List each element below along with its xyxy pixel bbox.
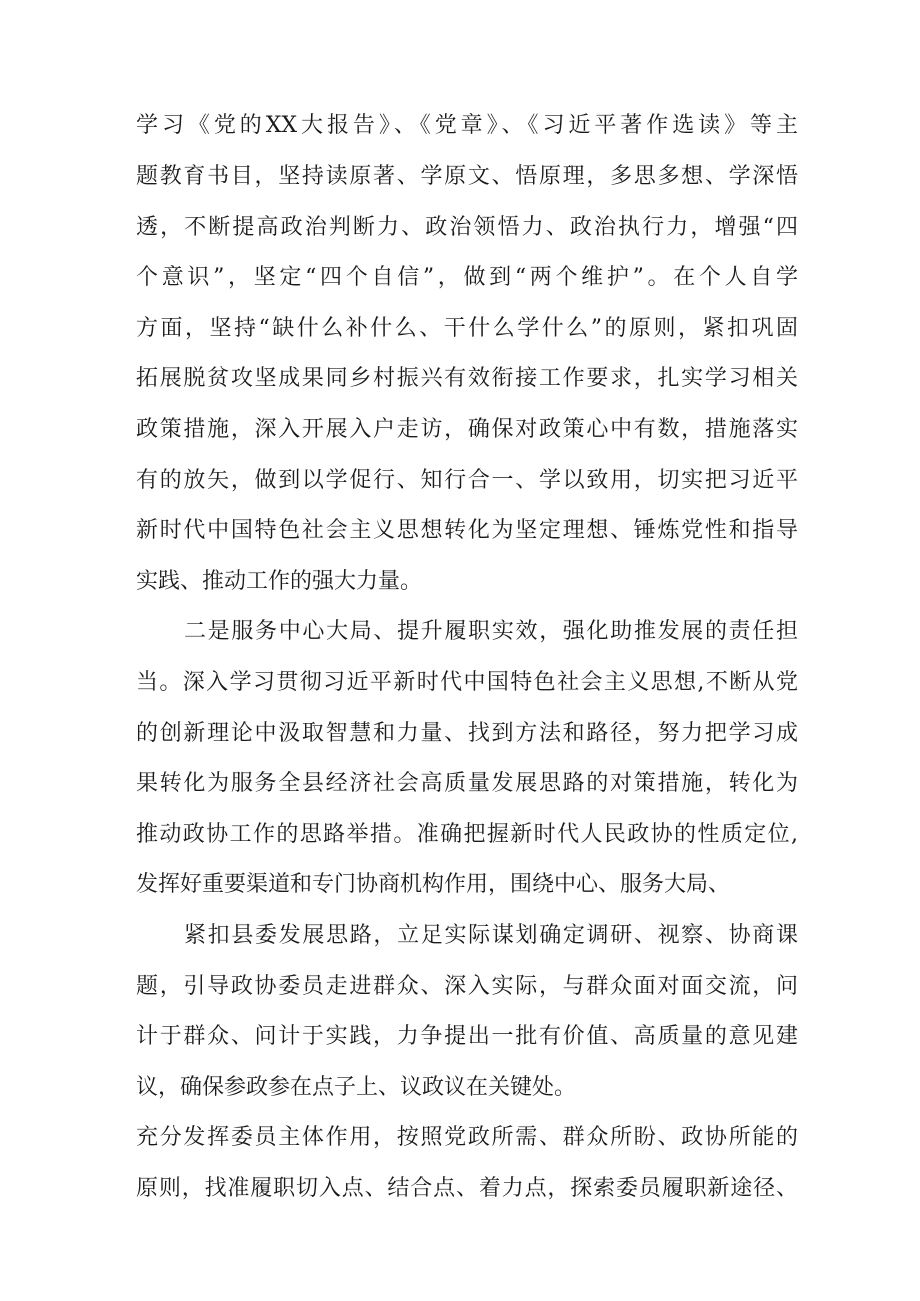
body-text-line: 发挥好重要渠道和专门协商机构作用，围绕中心、服务大局、	[136, 872, 731, 897]
body-text-line: 拓展脱贫攻坚成果同乡村振兴有效衔接工作要求，扎实学习相关	[136, 366, 798, 391]
body-text-line: 方面，坚持“缺什么补什么、干什么学什么”的原则，紧扣巩固	[136, 316, 798, 341]
body-text-line: 推动政协工作的思路举措。准确把握新时代人民政协的性质定位,	[136, 822, 798, 847]
body-text-line: 学习《党的XX大报告》、《党章》、《习近平著作选读》等主	[136, 113, 798, 138]
body-text-line: 题教育书目，坚持读原著、学原文、悟原理，多思多想、学深悟	[136, 164, 798, 189]
body-text-line: 有的放矢，做到以学促行、知行合一、学以致用，切实把习近平	[136, 468, 798, 493]
body-text-line: 充分发挥委员主体作用，按照党政所需、群众所盼、政协所能的	[136, 1125, 798, 1150]
body-text-line: 的创新理论中汲取智慧和力量、找到方法和路径，努力把学习成	[136, 721, 798, 746]
body-text-line: 实践、推动工作的强大力量。	[136, 569, 423, 594]
body-text-line: 题，引导政协委员走进群众、深入实际，与群众面对面交流，问	[136, 974, 798, 999]
paragraph-first-line: 二是服务中心大局、提升履职实效，强化助推发展的责任担	[184, 619, 798, 644]
body-text-line: 原则，找准履职切入点、结合点、着力点，探索委员履职新途径、	[136, 1176, 798, 1201]
body-text-line: 议，确保参政参在点子上、议政议在关键处。	[136, 1075, 577, 1100]
body-text-line: 政策措施，深入开展入户走访，确保对政策心中有数，措施落实	[136, 417, 798, 442]
body-text-line: 透，不断提高政治判断力、政治领悟力、政治执行力，增强“四	[136, 215, 798, 240]
paragraph-first-line: 紧扣县委发展思路，立足实际谋划确定调研、视察、协商课	[184, 923, 798, 948]
body-text-line: 个意识”，坚定“四个自信”，做到“两个维护”。在个人自学	[136, 265, 798, 290]
body-text-line: 果转化为服务全县经济社会高质量发展思路的对策措施，转化为	[136, 771, 798, 796]
body-text-line: 计于群众、问计于实践，力争提出一批有价值、高质量的意见建	[136, 1024, 798, 1049]
body-text-line: 新时代中国特色社会主义思想转化为坚定理想、锤炼党性和指导	[136, 518, 798, 543]
body-text-line: 当。深入学习贯彻习近平新时代中国特色社会主义思想,不断从党	[136, 670, 798, 695]
